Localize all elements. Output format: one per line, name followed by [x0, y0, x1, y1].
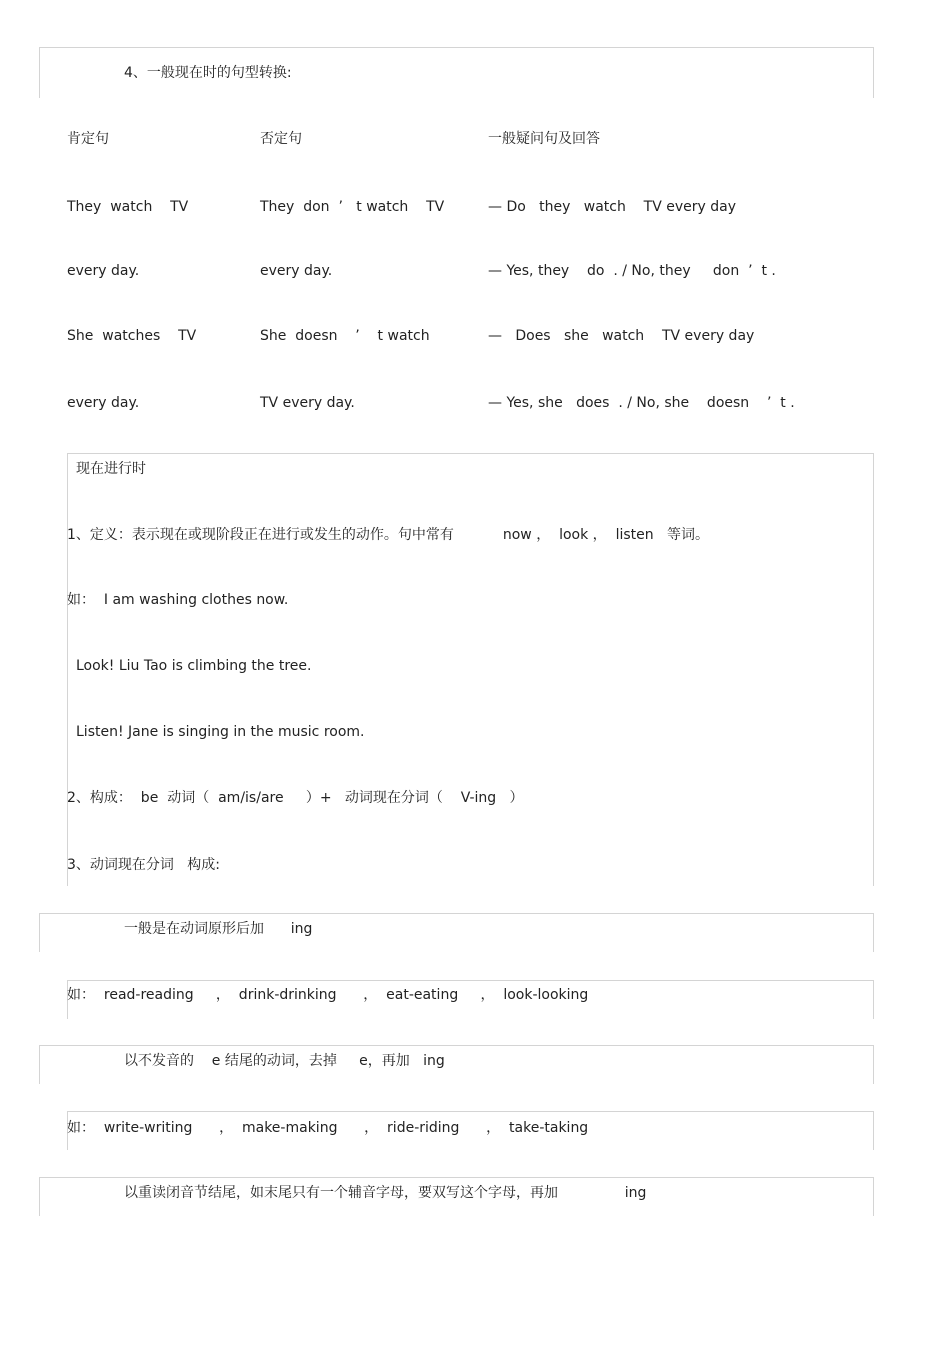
table-cell: — Does she watch TV every day	[488, 328, 755, 344]
section4-title: 4、一般现在时的句型转换:	[124, 65, 292, 81]
table-cell: They watch TV	[67, 199, 189, 215]
rule-3: 以重读闭音节结尾，如末尾只有一个辅音字母，要双写这个字母，再加 ing	[124, 1185, 647, 1201]
progressive-definition: 1、定义：表示现在或现阶段正在进行或发生的动作。句中常有 now ， look ， listen 等词。	[67, 527, 709, 543]
participle-heading: 3、动词现在分词 构成:	[67, 857, 220, 873]
progressive-example-3: Listen! Jane is singing in the music room.	[76, 724, 365, 740]
table-cell: TV every day.	[260, 395, 355, 411]
rule-1-example: 如： read-reading ， drink-drinking ， eat-eating ， look-looking	[67, 987, 589, 1003]
table-cell: — Yes, they do . / No, they don ’ t .	[488, 263, 776, 279]
table-cell: She watches TV	[67, 328, 197, 344]
table-cell: — Do they watch TV every day	[488, 199, 736, 215]
header-affirmative: 肯定句	[67, 131, 109, 147]
header-question: 一般疑问句及回答	[488, 131, 600, 147]
rule-2-example: 如： write-writing ， make-making ， ride-riding ， take-taking	[67, 1120, 589, 1136]
table-cell: She doesn ’ t watch	[260, 328, 430, 344]
progressive-structure: 2、构成： be 动词（ am/is/are ）+ 动词现在分词（ V-ing ）	[67, 790, 524, 806]
header-negative: 否定句	[260, 131, 302, 147]
table-cell: every day.	[260, 263, 333, 279]
progressive-example-2: Look! Liu Tao is climbing the tree.	[76, 658, 312, 674]
rule-1: 一般是在动词原形后加 ing	[124, 921, 313, 937]
table-cell: They don ’ t watch TV	[260, 199, 445, 215]
progressive-title: 现在进行时	[76, 461, 146, 477]
progressive-example-1: 如： I am washing clothes now.	[67, 592, 289, 608]
table-cell: every day.	[67, 395, 140, 411]
table-cell: — Yes, she does . / No, she doesn ’ t .	[488, 395, 795, 411]
rule-2: 以不发音的 e 结尾的动词，去掉 e，再加 ing	[124, 1053, 445, 1069]
table-cell: every day.	[67, 263, 140, 279]
